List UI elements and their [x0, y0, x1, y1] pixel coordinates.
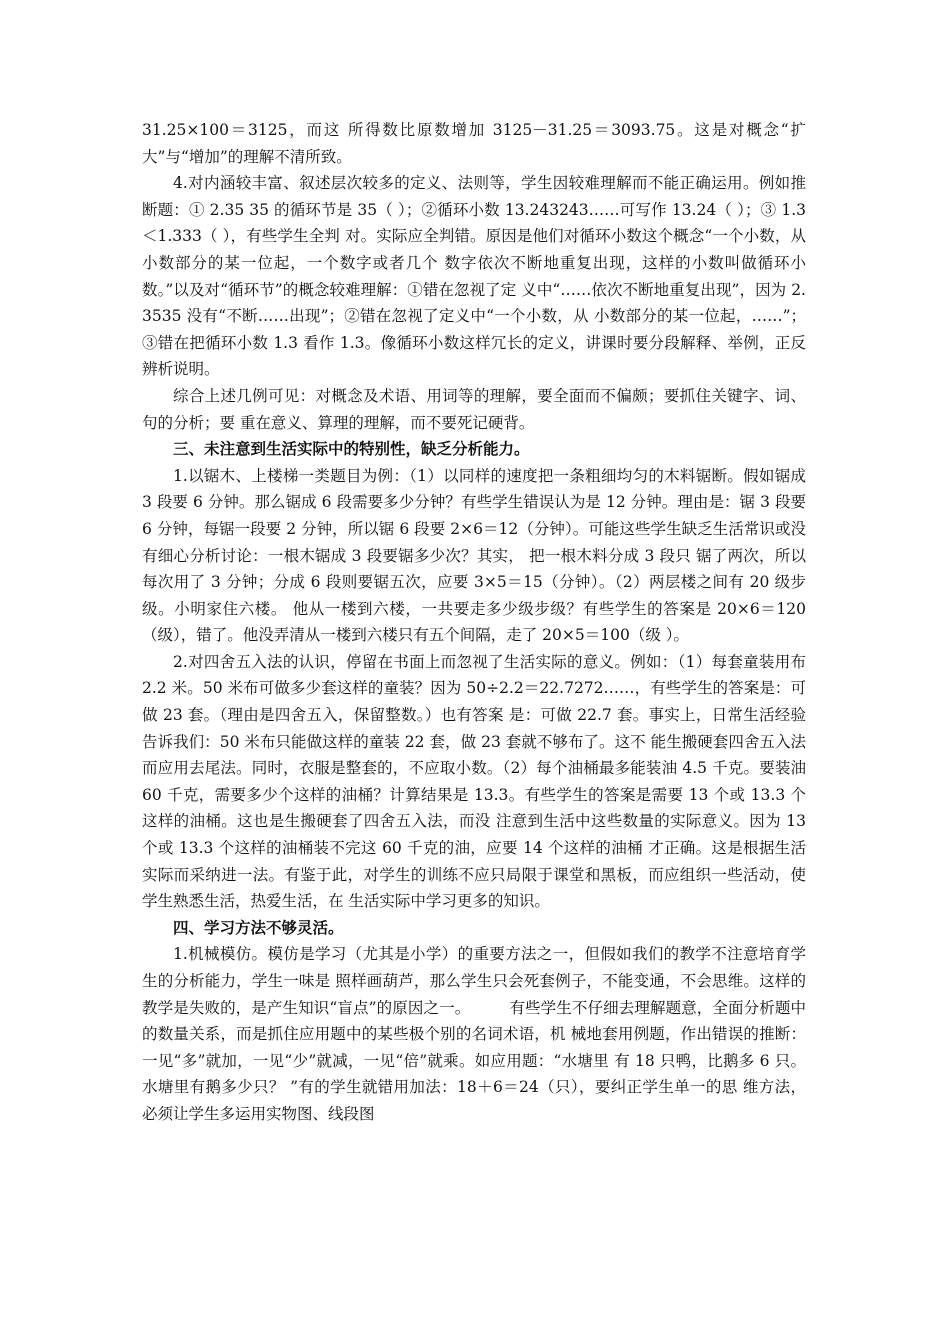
section-heading-3: 三、未注意到生活实际中的特别性，缺乏分析能力。 — [173, 439, 530, 459]
paragraph-sawing-stairs: 1.以锯木、上楼梯一类题目为例：（1）以同样的速度把一条粗细均匀的木料锯断。假如锯成 3 段要 6 分钟。那么锯成 6 段需要多少分钟？有些学生错误认为是 12 分钟。理由是：锯 3 段要 6 分钟，每锯一段要 2 分钟，所以锯 6 段要 2×6＝12（分钟）。可能这些学生缺乏生活常识或没有细心分析讨论：一根木锯成 3 段要锯多少次？其实， 把一根木料分成 3 段只 锯了两次，所以每次用了 3 分钟；分成 6 段则要锯五次，应要 3×5＝15（分钟）。（2）两层楼之间有 20 级步级。小明家住六楼。 他从一楼到六楼，一共要走多少级步级？有些学生的答案是 20×6＝120（级），错了。他没弄清从一楼到六楼只有五个间隔，走了 20×5＝100（级 ）。 — [142, 466, 806, 645]
paragraph-scaling-vs-increase: 31.25×100＝3125，而这 所得数比原数增加 3125－31.25＝3093.75。这是对概念“扩大”与“增加”的理解不清所致。 — [142, 121, 806, 166]
paragraph-rounding: 2.对四舍五入法的认识，停留在书面上而忽视了生活实际的意义。例如：（1）每套童装用布 2.2 米。50 米布可做多少套这样的童装？因为 50÷2.2＝22.7272……，有些学生的答案是：可做 23 套。（理由是四舍五入，保留整数。）也有答案 是：可做 22.7 套。事实上，日常生活经验告诉我们：50 米布只能做这样的童装 22 套，做 23 套就不够布了。这不 能生搬硬套四舍五入法而应用去尾法。同时，衣服是整套的，不应取小数。（2）每个油桶最多能装油 4.5 千克。要装油 60 千克，需要多少个这样的油桶？计算结果是 13.3。有些学生的答案是需要 13 个或 13.3 个这样的油桶。这也是生搬硬套了四舍五入法，而没 注意到生活中这些数量的实际意义。因为 13 个或 13.3 个这样的油桶装不完这 60 千克的油，应要 14 个这样的油桶 才正确。这是根据生活实际而采纳进一法。有鉴于此，对学生的训练不应只局限于课堂和黑板，而应组织一些活动，使学生熟悉生活，热爱生活，在 生活实际中学习更多的知识。 — [142, 652, 806, 911]
paragraph-summary: 综合上述几例可见：对概念及术语、用词等的理解，要全面而不偏颇；要抓住关键字、词、句的分析；要 重在意义、算理的理解，而不要死记硬背。 — [142, 386, 806, 432]
section-heading-4: 四、学习方法不够灵活。 — [173, 917, 344, 937]
paragraph-mechanical-imitation: 1.机械模仿。模仿是学习（尤其是小学）的重要方法之一，但假如我们的教学不注意培育学生的分析能力，学生一味是 照样画葫芦，那么学生只会死套例子，不能变通，不会思维。这样的教学是失败的，是产生知识“盲点”的原因之一。 有些学生不仔细去理解题意，全面分析题中的数量关系，而是抓住应用题中的某些极个别的名词术语，机 械地套用例题，作出错误的推断：一见“多”就加，一见“少”就减，一见“倍”就乘。如应用题：“水塘里 有 18 只鸭，比鹅多 6 只。水塘里有鹅多少只？ ”有的学生就错用加法：18＋6＝24（只），要纠正学生单一的思 维方法， 必须让学生多运用实物图、线段图 — [142, 945, 806, 1123]
document-page — [142, 117, 806, 1128]
paragraph-repeating-decimal: 4.对内涵较丰富、叙述层次较多的定义、法则等，学生因较难理解而不能正确运用。例如推断题：① 2.35 35 的循环节是 35（ ）；②循环小数 13.243243……可写作 13.24（ ）；③ 1.3＜1.333（ ），有些学生全判 对。实际应全判错。原因是他们对循环小数这个概念“一个小数，从小数部分的某一位起，一个数字或者几个 数字依次不断地重复出现，这样的小数叫做循环小数。”以及对“循环节”的概念较难理解：①错在忽视了定 义中“……依次不断地重复出现”，因为 2.3535 没有“不断……出现”；②错在忽视了定义中“一个小数，从 小数部分的某一位起，……”；③错在把循环小数 1.3 看作 1.3。像循环小数这样冗长的定义，讲课时要分段解释、举例，正反辨析说明。 — [142, 174, 806, 379]
